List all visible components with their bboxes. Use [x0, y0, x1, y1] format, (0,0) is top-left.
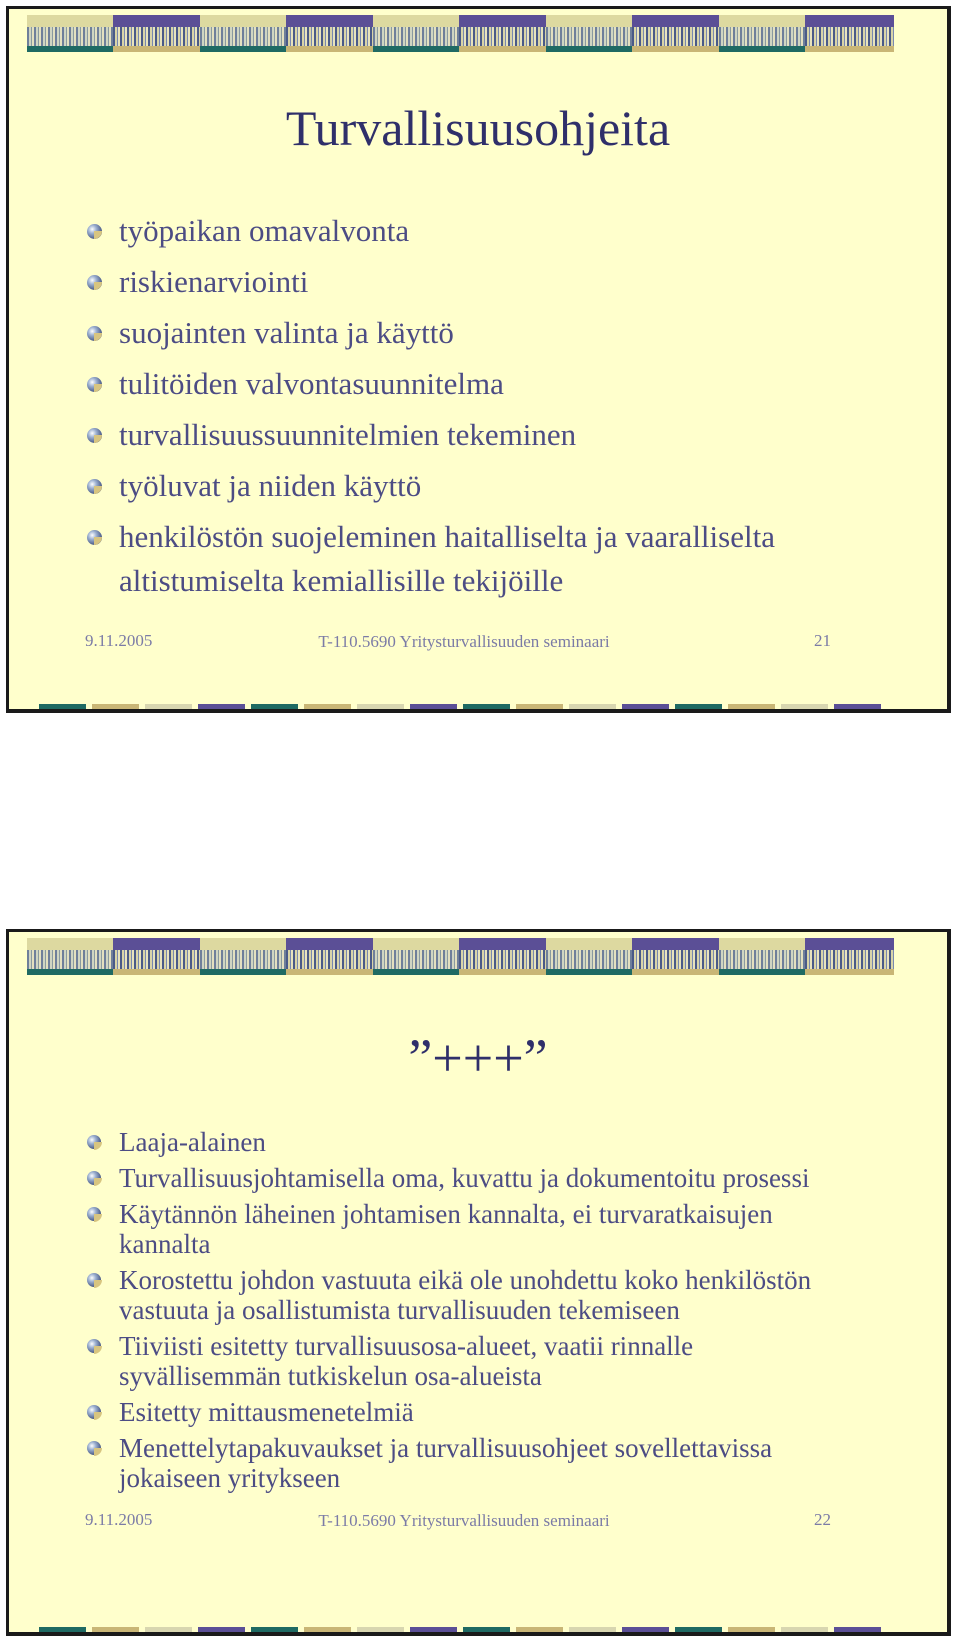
strip-segment — [92, 704, 139, 709]
strip-segment — [39, 704, 86, 709]
slide-title: ”+++” — [408, 1028, 548, 1088]
strip-segment — [463, 1627, 510, 1632]
bullet-icon — [87, 530, 102, 545]
strip-segment — [145, 704, 192, 709]
list-item-text: Laaja-alainen — [119, 1127, 266, 1157]
list-item — [119, 413, 839, 457]
list-item-text: tulitöiden valvontasuunnitelma — [119, 366, 504, 401]
banner-tile — [27, 15, 202, 52]
strip-segment — [304, 704, 351, 709]
page-number: 21 — [814, 631, 831, 650]
slide-22 — [6, 929, 951, 1636]
strip-segment — [781, 1627, 828, 1632]
strip-segment — [410, 1627, 457, 1632]
strip-segment — [251, 704, 298, 709]
strip-segment — [622, 704, 669, 709]
strip-segment — [198, 704, 245, 709]
bullet-icon — [87, 275, 102, 290]
strip-segment — [39, 1627, 86, 1632]
bullet-icon — [87, 1339, 101, 1353]
bullet-list — [119, 209, 839, 610]
bullet-icon — [87, 428, 102, 443]
list-item — [119, 1433, 819, 1493]
slide-21 — [6, 6, 951, 713]
bullet-icon — [87, 377, 102, 392]
strip-segment — [463, 704, 510, 709]
strip-segment — [145, 1627, 192, 1632]
list-item-text: Käytännön läheinen johtamisen kannalta, ei turvaratkaisujen kannalta — [119, 1199, 773, 1259]
list-item-text: suojainten valinta ja käyttö — [119, 315, 454, 350]
page-number: 22 — [814, 1510, 831, 1529]
strip-segment — [781, 704, 828, 709]
list-item-text: Turvallisuusjohtamisella oma, kuvattu ja dokumentoitu prosessi — [119, 1163, 810, 1193]
list-item-text: henkilöstön suojeleminen haitalliselta ja vaaralliselta altistumiselta kemiallisille tekijöille — [119, 519, 775, 598]
list-item — [119, 464, 839, 508]
list-item-text: Esitetty mittausmenetelmiä — [119, 1397, 414, 1427]
bullet-icon — [87, 1273, 101, 1287]
bullet-icon — [87, 1405, 101, 1419]
list-item-text: turvallisuussuunnitelmien tekeminen — [119, 417, 577, 452]
bottom-decorative-strip — [39, 1627, 917, 1632]
slide-title: Turvallisuusohjeita — [285, 100, 671, 156]
banner-tile — [546, 15, 721, 52]
strip-segment — [622, 1627, 669, 1632]
bullet-icon — [87, 1171, 101, 1185]
decorative-banner — [9, 9, 947, 59]
banner-tile — [373, 938, 548, 975]
footer-course: T-110.5690 Yritysturvallisuuden seminaari — [318, 1511, 610, 1530]
bullet-icon — [87, 1441, 101, 1455]
footer-course: T-110.5690 Yritysturvallisuuden seminaari — [318, 632, 610, 651]
bullet-icon — [87, 1207, 101, 1221]
banner-tile — [719, 15, 894, 52]
strip-segment — [516, 704, 563, 709]
strip-segment — [516, 1627, 563, 1632]
footer-date: 9.11.2005 — [85, 631, 153, 650]
banner-tile — [200, 938, 375, 975]
list-item — [119, 260, 839, 304]
list-item-text: Menettelytapakuvaukset ja turvallisuusohjeet sovellettavissa jokaiseen yritykseen — [119, 1433, 773, 1493]
decorative-banner — [9, 932, 947, 982]
strip-segment — [198, 1627, 245, 1632]
list-item-text: Tiiviisti esitetty turvallisuusosa-alueet, vaatii rinnalle syvällisemmän tutkiskelun osa-alueista — [119, 1331, 694, 1391]
list-item — [119, 1265, 819, 1325]
bullet-icon — [87, 224, 102, 239]
strip-segment — [728, 1627, 775, 1632]
list-item-text: työluvat ja niiden käyttö — [119, 468, 422, 503]
banner-tile — [200, 15, 375, 52]
list-item — [119, 515, 839, 603]
bottom-decorative-strip — [39, 704, 917, 709]
list-item — [119, 1163, 819, 1193]
strip-segment — [357, 1627, 404, 1632]
list-item — [119, 1331, 819, 1391]
strip-segment — [675, 1627, 722, 1632]
banner-tile — [719, 938, 894, 975]
list-item — [119, 1127, 819, 1157]
bullet-icon — [87, 1135, 101, 1149]
list-item — [119, 362, 839, 406]
list-item — [119, 1199, 819, 1259]
strip-segment — [410, 704, 457, 709]
list-item-text: työpaikan omavalvonta — [119, 213, 410, 248]
list-item — [119, 1397, 819, 1427]
bullet-icon — [87, 326, 102, 341]
banner-tile — [546, 938, 721, 975]
strip-segment — [728, 704, 775, 709]
list-item-text: riskienarviointi — [119, 264, 309, 299]
strip-segment — [357, 704, 404, 709]
bullet-icon — [87, 479, 102, 494]
strip-segment — [675, 704, 722, 709]
banner-tile — [27, 938, 202, 975]
bullet-list — [119, 1127, 819, 1499]
strip-segment — [92, 1627, 139, 1632]
strip-segment — [251, 1627, 298, 1632]
list-item — [119, 311, 839, 355]
list-item-text: Korostettu johdon vastuuta eikä ole unohdettu koko henkilöstön vastuuta ja osallistumista turvallisuuden tekemiseen — [119, 1265, 812, 1325]
strip-segment — [834, 1627, 881, 1632]
banner-tile — [373, 15, 548, 52]
footer-date: 9.11.2005 — [85, 1510, 153, 1529]
strip-segment — [834, 704, 881, 709]
strip-segment — [569, 704, 616, 709]
strip-segment — [304, 1627, 351, 1632]
list-item — [119, 209, 839, 253]
strip-segment — [569, 1627, 616, 1632]
